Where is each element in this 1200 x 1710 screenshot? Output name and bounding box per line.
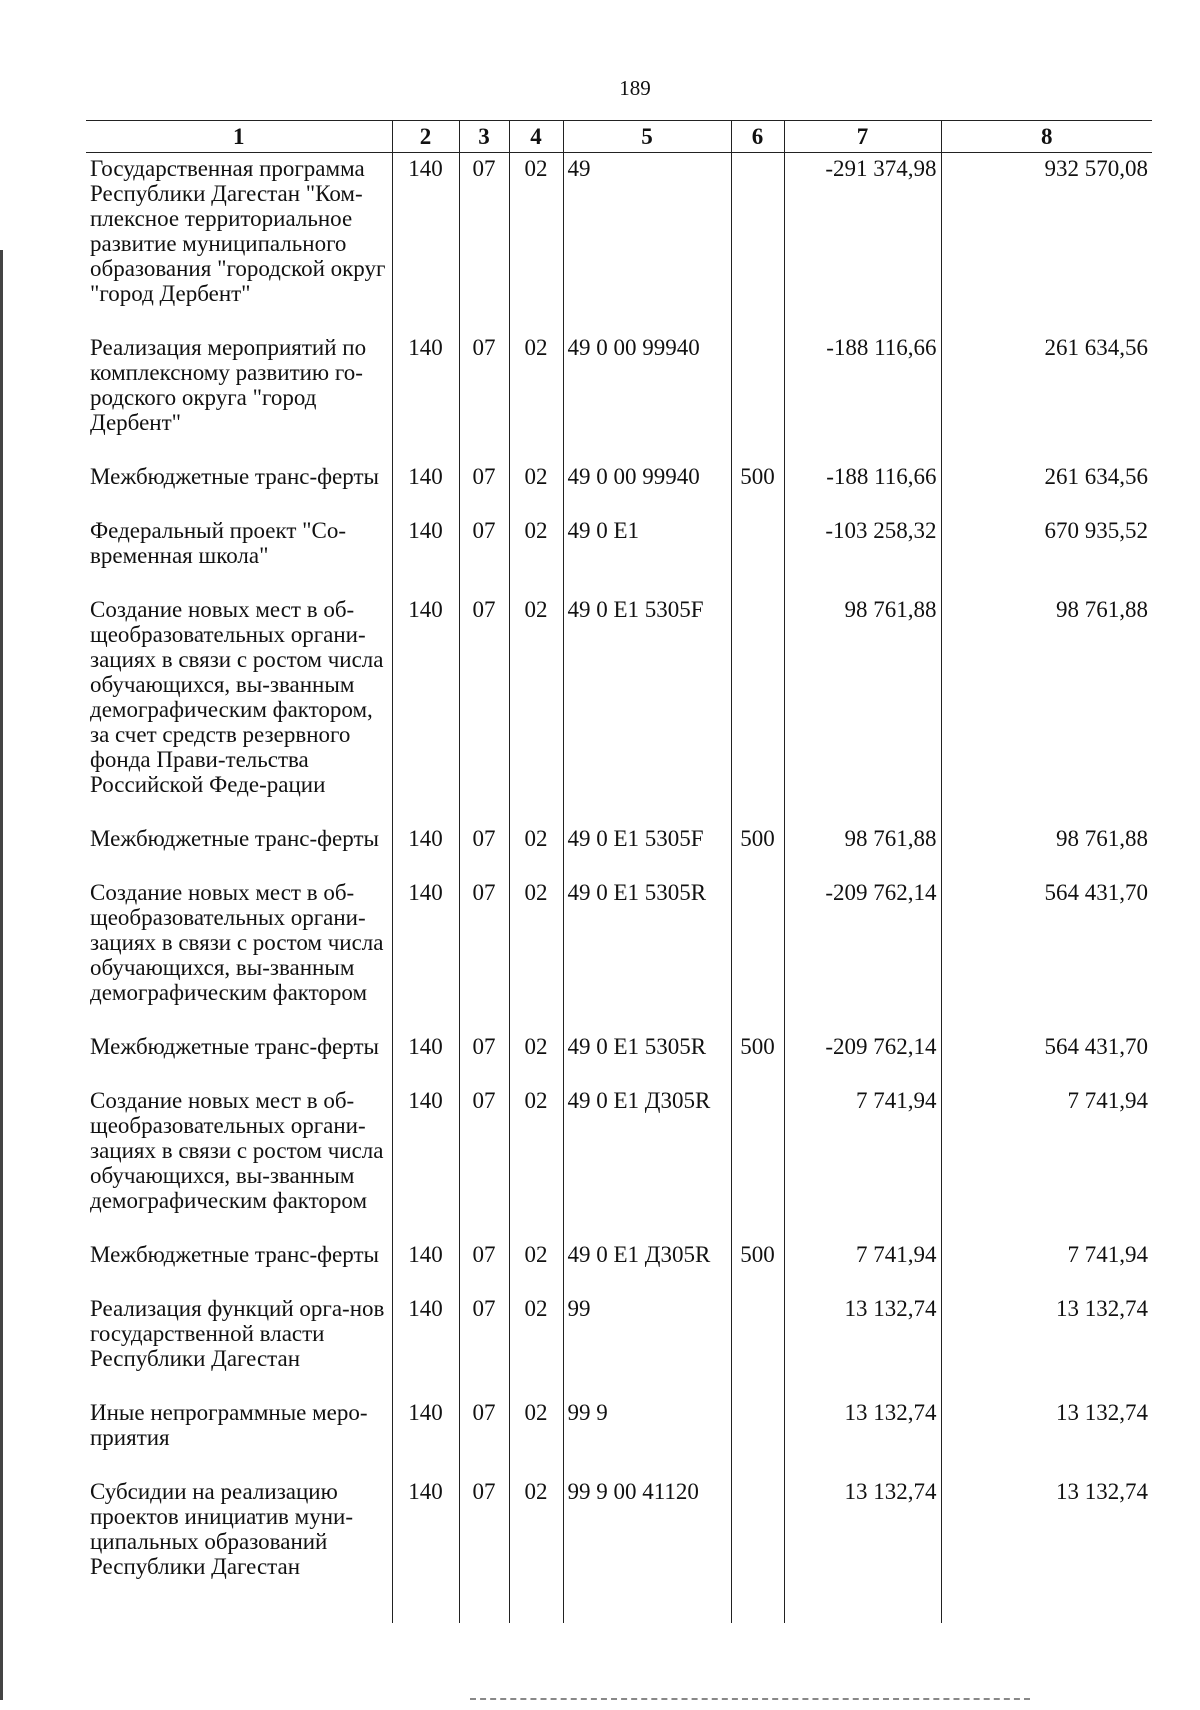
ministry-code-cell: 140 bbox=[392, 1085, 459, 1239]
column-header-6: 6 bbox=[731, 121, 784, 153]
amount-total-cell: 98 761,88 bbox=[941, 594, 1152, 823]
target-article-code-cell: 49 0 E1 5305F bbox=[563, 823, 731, 877]
amount-change-cell: 13 132,74 bbox=[784, 1397, 941, 1476]
table-row bbox=[86, 332, 1152, 461]
row-name-cell: Межбюджетные транс-ферты bbox=[86, 823, 392, 877]
subsection-code-cell: 02 bbox=[509, 461, 563, 515]
amount-total-cell: 261 634,56 bbox=[941, 461, 1152, 515]
amount-change-cell: 98 761,88 bbox=[784, 823, 941, 877]
table-row bbox=[86, 1476, 1152, 1623]
section-code-cell: 07 bbox=[459, 594, 509, 823]
table-row bbox=[86, 515, 1152, 594]
table-row bbox=[86, 594, 1152, 823]
amount-change-cell: -209 762,14 bbox=[784, 1031, 941, 1085]
ministry-code-cell: 140 bbox=[392, 153, 459, 333]
expense-type-code-cell bbox=[731, 1397, 784, 1476]
amount-total-cell: 13 132,74 bbox=[941, 1397, 1152, 1476]
scan-edge-line bbox=[0, 250, 3, 1700]
section-code-cell: 07 bbox=[459, 461, 509, 515]
row-name-cell: Межбюджетные транс-ферты bbox=[86, 1031, 392, 1085]
column-header-7: 7 bbox=[784, 121, 941, 153]
expense-type-code-cell bbox=[731, 594, 784, 823]
table-row bbox=[86, 877, 1152, 1031]
amount-total-cell: 261 634,56 bbox=[941, 332, 1152, 461]
expense-type-code-cell: 500 bbox=[731, 461, 784, 515]
amount-change-cell: 13 132,74 bbox=[784, 1293, 941, 1397]
column-header-1: 1 bbox=[86, 121, 392, 153]
amount-total-cell: 13 132,74 bbox=[941, 1293, 1152, 1397]
amount-change-cell: 7 741,94 bbox=[784, 1239, 941, 1293]
table-row bbox=[86, 1085, 1152, 1239]
page-number: 189 bbox=[619, 76, 651, 100]
subsection-code-cell: 02 bbox=[509, 1239, 563, 1293]
expense-type-code-cell: 500 bbox=[731, 1031, 784, 1085]
table-row bbox=[86, 823, 1152, 877]
amount-total-cell: 7 741,94 bbox=[941, 1085, 1152, 1239]
expense-type-code-cell bbox=[731, 332, 784, 461]
amount-change-cell: 7 741,94 bbox=[784, 1085, 941, 1239]
row-name-cell: Реализация мероприятий по комплексному развитию го-родского округа "город Дербент" bbox=[86, 332, 392, 461]
section-code-cell: 07 bbox=[459, 515, 509, 594]
table-row bbox=[86, 1031, 1152, 1085]
subsection-code-cell: 02 bbox=[509, 1476, 563, 1623]
table-header-row bbox=[86, 121, 1152, 153]
row-name-cell: Иные непрограммные меро-приятия bbox=[86, 1397, 392, 1476]
section-code-cell: 07 bbox=[459, 1239, 509, 1293]
section-code-cell: 07 bbox=[459, 1085, 509, 1239]
amount-total-cell: 670 935,52 bbox=[941, 515, 1152, 594]
ministry-code-cell: 140 bbox=[392, 823, 459, 877]
column-header-8: 8 bbox=[941, 121, 1152, 153]
row-name-cell: Субсидии на реализацию проектов инициатив муни-ципальных образований Республики Дагестан bbox=[86, 1476, 392, 1623]
row-name-cell: Межбюджетные транс-ферты bbox=[86, 461, 392, 515]
budget-table bbox=[86, 120, 1152, 1623]
row-name-cell: Реализация функций орга-нов государственной власти Республики Дагестан bbox=[86, 1293, 392, 1397]
ministry-code-cell: 140 bbox=[392, 332, 459, 461]
amount-total-cell: 564 431,70 bbox=[941, 877, 1152, 1031]
subsection-code-cell: 02 bbox=[509, 1293, 563, 1397]
ministry-code-cell: 140 bbox=[392, 877, 459, 1031]
subsection-code-cell: 02 bbox=[509, 594, 563, 823]
target-article-code-cell: 49 bbox=[563, 153, 731, 333]
table-row bbox=[86, 1293, 1152, 1397]
target-article-code-cell: 49 0 00 99940 bbox=[563, 332, 731, 461]
target-article-code-cell: 99 9 00 41120 bbox=[563, 1476, 731, 1623]
column-header-5: 5 bbox=[563, 121, 731, 153]
table-row bbox=[86, 153, 1152, 333]
ministry-code-cell: 140 bbox=[392, 1239, 459, 1293]
ministry-code-cell: 140 bbox=[392, 1031, 459, 1085]
expense-type-code-cell bbox=[731, 1476, 784, 1623]
target-article-code-cell: 49 0 E1 Д305R bbox=[563, 1239, 731, 1293]
expense-type-code-cell bbox=[731, 1293, 784, 1397]
row-name-cell: Создание новых мест в об-щеобразовательных органи-зациях в связи с ростом числа обучающихся, вы-званным демографическим фактором bbox=[86, 877, 392, 1031]
section-code-cell: 07 bbox=[459, 1397, 509, 1476]
subsection-code-cell: 02 bbox=[509, 1031, 563, 1085]
target-article-code-cell: 99 9 bbox=[563, 1397, 731, 1476]
expense-type-code-cell bbox=[731, 877, 784, 1031]
amount-total-cell: 98 761,88 bbox=[941, 823, 1152, 877]
expense-type-code-cell: 500 bbox=[731, 823, 784, 877]
subsection-code-cell: 02 bbox=[509, 1397, 563, 1476]
ministry-code-cell: 140 bbox=[392, 594, 459, 823]
scan-artifact bbox=[470, 1698, 1030, 1703]
amount-change-cell: -103 258,32 bbox=[784, 515, 941, 594]
subsection-code-cell: 02 bbox=[509, 332, 563, 461]
column-header-4: 4 bbox=[509, 121, 563, 153]
target-article-code-cell: 49 0 E1 bbox=[563, 515, 731, 594]
expense-type-code-cell bbox=[731, 1085, 784, 1239]
ministry-code-cell: 140 bbox=[392, 515, 459, 594]
ministry-code-cell: 140 bbox=[392, 1397, 459, 1476]
row-name-cell: Создание новых мест в об-щеобразовательных органи-зациях в связи с ростом числа обучающихся, вы-званным демографическим фактором, за счет средств резервного фонда Прави-тельства Российской Феде-рации bbox=[86, 594, 392, 823]
amount-change-cell: -291 374,98 bbox=[784, 153, 941, 333]
table-row bbox=[86, 461, 1152, 515]
section-code-cell: 07 bbox=[459, 153, 509, 333]
target-article-code-cell: 49 0 E1 5305R bbox=[563, 1031, 731, 1085]
row-name-cell: Федеральный проект "Со-временная школа" bbox=[86, 515, 392, 594]
amount-change-cell: 13 132,74 bbox=[784, 1476, 941, 1623]
expense-type-code-cell bbox=[731, 515, 784, 594]
section-code-cell: 07 bbox=[459, 1293, 509, 1397]
ministry-code-cell: 140 bbox=[392, 1476, 459, 1623]
column-header-2: 2 bbox=[392, 121, 459, 153]
section-code-cell: 07 bbox=[459, 332, 509, 461]
amount-total-cell: 13 132,74 bbox=[941, 1476, 1152, 1623]
subsection-code-cell: 02 bbox=[509, 515, 563, 594]
amount-total-cell: 564 431,70 bbox=[941, 1031, 1152, 1085]
target-article-code-cell: 49 0 E1 5305R bbox=[563, 877, 731, 1031]
subsection-code-cell: 02 bbox=[509, 823, 563, 877]
row-name-cell: Межбюджетные транс-ферты bbox=[86, 1239, 392, 1293]
amount-total-cell: 932 570,08 bbox=[941, 153, 1152, 333]
row-name-cell: Государственная программа Республики Дагестан "Ком-плексное территориальное развитие муниципального образования "городской округ "город Дербент" bbox=[86, 153, 392, 333]
section-code-cell: 07 bbox=[459, 823, 509, 877]
amount-change-cell: -188 116,66 bbox=[784, 461, 941, 515]
column-header-3: 3 bbox=[459, 121, 509, 153]
amount-change-cell: -188 116,66 bbox=[784, 332, 941, 461]
expense-type-code-cell bbox=[731, 153, 784, 333]
subsection-code-cell: 02 bbox=[509, 877, 563, 1031]
target-article-code-cell: 99 bbox=[563, 1293, 731, 1397]
target-article-code-cell: 49 0 E1 5305F bbox=[563, 594, 731, 823]
amount-change-cell: -209 762,14 bbox=[784, 877, 941, 1031]
table-row bbox=[86, 1397, 1152, 1476]
table-row bbox=[86, 1239, 1152, 1293]
target-article-code-cell: 49 0 E1 Д305R bbox=[563, 1085, 731, 1239]
section-code-cell: 07 bbox=[459, 1476, 509, 1623]
subsection-code-cell: 02 bbox=[509, 1085, 563, 1239]
expense-type-code-cell: 500 bbox=[731, 1239, 784, 1293]
section-code-cell: 07 bbox=[459, 1031, 509, 1085]
table-body bbox=[86, 153, 1152, 1624]
subsection-code-cell: 02 bbox=[509, 153, 563, 333]
row-name-cell: Создание новых мест в об-щеобразовательных органи-зациях в связи с ростом числа обучающихся, вы-званным демографическим фактором bbox=[86, 1085, 392, 1239]
target-article-code-cell: 49 0 00 99940 bbox=[563, 461, 731, 515]
ministry-code-cell: 140 bbox=[392, 461, 459, 515]
amount-change-cell: 98 761,88 bbox=[784, 594, 941, 823]
section-code-cell: 07 bbox=[459, 877, 509, 1031]
ministry-code-cell: 140 bbox=[392, 1293, 459, 1397]
amount-total-cell: 7 741,94 bbox=[941, 1239, 1152, 1293]
